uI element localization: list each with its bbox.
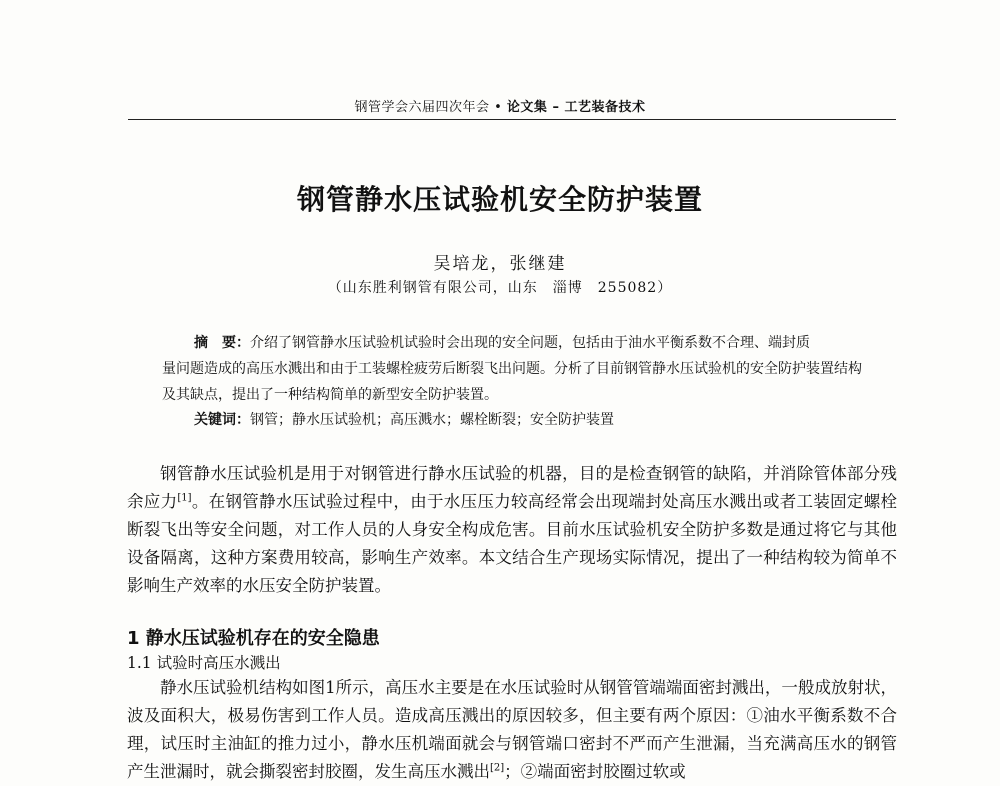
citation-1: [1] [177,492,192,504]
running-header [0,96,1000,115]
section-1-1-part1: 静水压试验机结构如图1所示，高压水主要是在水压试验时从钢管管端端面密封溅出，一般成放射状，波及面积大，极易伤害到工作人员。造成高压溅出的原因较多，但主要有两个原因：①油水平衡系数不合理，试压时主油缸的推力过小，静水压机端面就会与钢管端口密封不严而产生泄漏，当充满高压水的钢管产生泄漏时，就会撕裂密封胶圈，发生高压水溅出 [127,678,897,781]
header-dash: – [547,100,565,115]
header-conference: 钢管学会六届四次年会 [354,100,490,115]
section-1-1-paragraph [127,674,897,786]
abstract-first-line [162,330,862,356]
abstract-text-line1: 介绍了钢管静水压试验机试验时会出现的安全问题，包括由于油水平衡系数不合理、端封质 [250,335,810,351]
header-separator: • [489,100,507,115]
abstract-text-rest: 量问题造成的高压水溅出和由于工装螺栓疲劳后断裂飞出问题。分析了目前钢管静水压试验机的安全防护装置结构及其缺点，提出了一种结构简单的新型安全防护装置。 [162,361,862,403]
section-1-1-part2: ；②端面密封胶圈过软或 [504,762,686,781]
citation-2: [2] [490,762,505,774]
keywords-label: 关键词： [194,412,250,428]
keywords [194,409,874,431]
paper-authors: 吴培龙，张继建 [433,254,567,274]
intro-part1: 钢管静水压试验机是用于对钢管进行静水压试验的机器，目的是检查钢管的缺陷，并消除管体部分残余应力 [127,464,897,511]
paper-affiliation: （山东胜利钢管有限公司，山东 淄博 255082） [327,280,673,296]
abstract-label: 摘 要： [194,335,250,351]
section-heading-1: 1 静水压试验机存在的安全隐患 [127,628,380,649]
header-rule [128,119,896,120]
keywords-text: 钢管；静水压试验机；高压溅水；螺栓断裂；安全防护装置 [250,412,614,428]
paper-title: 钢管静水压试验机安全防护装置 [296,183,703,216]
header-category: 工艺装备技术 [564,100,646,115]
abstract [162,330,862,408]
intro-part2: 。在钢管静水压试验过程中，由于水压压力较高经常会出现端封处高压水溅出或者工装固定螺栓断裂飞出等安全问题，对工作人员的人身安全构成危害。目前水压试验机安全防护多数是通过将它与其他设备隔离，这种方案费用较高，影响生产效率。本文结合生产现场实际情况，提出了一种结构较为简单不影响生产效率的水压安全防护装置。 [127,492,898,595]
subsection-heading-1-1: 1.1 试验时高压水溅出 [127,654,281,672]
header-collection: 论文集 [506,100,548,115]
intro-paragraph [127,460,897,600]
